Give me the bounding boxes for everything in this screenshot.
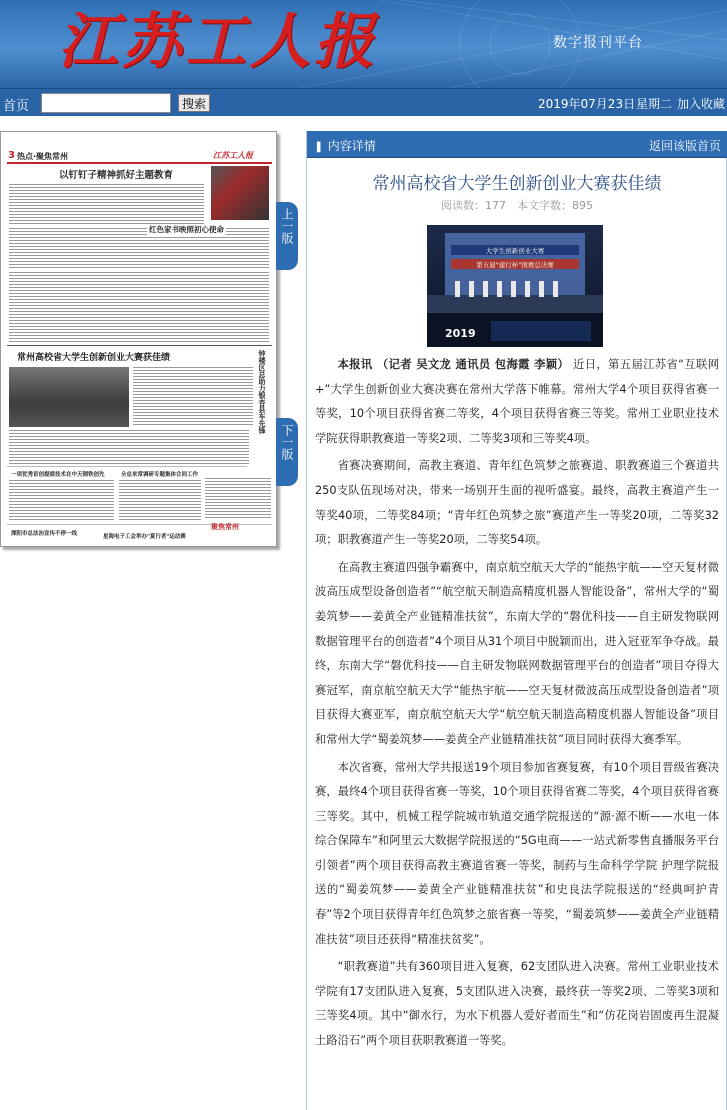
thumb-corner-label: 聚焦常州 (211, 523, 239, 531)
thumb-photo (9, 367, 129, 427)
thumb-text-block (205, 478, 271, 518)
event-stage-illustration (427, 225, 603, 347)
home-link[interactable]: 首页 (3, 99, 30, 114)
thumb-rule (7, 162, 272, 164)
thumb-masthead: 江苏工人报 (213, 151, 253, 160)
search-input[interactable] (41, 93, 171, 113)
thumb-section-label: 热点·聚焦常州 (17, 152, 69, 161)
article-photo[interactable] (427, 225, 603, 347)
thumb-rule (7, 345, 272, 346)
previous-page-button[interactable] (276, 202, 298, 270)
photo-stage-text: 大学生创新创业大赛 (485, 247, 545, 255)
article-title: 常州高校省大学生创新创业大赛获佳绩 (372, 174, 662, 194)
article-paragraph: “职教赛道”共有360项目进入复赛，62支团队进入决赛。常州工业职业技术学院有17支团队进入复赛，5支团队进入决赛，最终获一等奖2项、二等奖3项和三等奖4项。其中“御水行，为水下机器人爱好者而生”和“仿花岗岩固废再生混凝土路沿石”两个项目获职教赛道一等奖。 (315, 960, 719, 1048)
search-button[interactable]: 搜索 (178, 94, 210, 112)
thumb-photo (211, 166, 269, 220)
thumb-text-block (133, 367, 253, 427)
thumb-text-block (9, 272, 269, 342)
thumb-headline[interactable]: 以钉钉子精神抓好主题教育 (59, 170, 174, 181)
issue-date: 2019年07月23日 (538, 97, 636, 111)
thumb-side-headline[interactable]: 钟楼区总助力银杏县车先锋 (258, 350, 266, 434)
newspaper-logo[interactable]: 江苏工人报 (58, 7, 378, 77)
page-thumbnail[interactable] (0, 131, 277, 547)
thumb-page-number: 3 (8, 150, 15, 161)
photo-year-text: 2019 (445, 327, 476, 340)
content-detail-text: 内容详情 (327, 139, 376, 153)
previous-page-label: 上一版 (280, 208, 294, 244)
add-favorite-link[interactable]: 加入收藏 (677, 97, 726, 111)
article-header-bar (307, 131, 727, 158)
thumb-text-block (9, 184, 204, 224)
article-body (315, 353, 719, 1057)
article-paragraph (315, 353, 719, 451)
article-byline: 本报讯 （记者 吴文龙 通讯员 包海霞 李颖） (337, 358, 570, 371)
photo-stage-text: 第五届"建行杯"国赛总决赛 (476, 261, 554, 269)
thumb-headline[interactable]: 一项优秀首创提绩技术在中天钢铁创先 (11, 472, 105, 478)
article-paragraph-text: 近日，第五届江苏省“互联网+”大学生创新创业大赛决赛在常州大学落下帷幕。常州大学4个项目获得省赛一等奖，10个项目获得省赛二等奖，4个项目获得省赛三等奖。常州工业职业技术学院获得职教赛道一等奖2项、二等奖3项和三等奖4项。 (315, 358, 719, 445)
nav-bar (0, 88, 727, 116)
article-paragraph: 在高教主赛道四强争霸赛中，南京航空航天大学的“能热宇航——空天复材微波高压成型设备创造者”“航空航天制造高精度机器人智能设备”，常州大学的“蜀姜筑梦——姜黄全产业链精准扶贫”，东南大学的“磐优科技——自主研发物联网数据管理平台的创造者”4个项目从31个项目中脱颖而出，进入冠亚军争夺战。最终，东南大学“磐优科技——自主研发物联网数据管理平台的创造者”项目夺得大赛冠军，南京航空航天大学“能热宇航——空天复材微波高压成型设备创造者”项目获得大赛亚军，南京航空航天大学“航空航天制造高精度机器人智能设备”项目和常州大学“蜀姜筑梦——姜黄全产业链精准扶贫”项目同时获得大赛季军。 (315, 560, 719, 746)
thumb-headline[interactable]: 溧阳市总法治宣传不停一线 (11, 531, 78, 537)
site-header (0, 0, 727, 88)
content-detail-label (317, 137, 376, 154)
article-panel (306, 131, 727, 1110)
caret-right-icon: ▌ (317, 143, 324, 153)
thumb-text-block (9, 430, 249, 464)
next-page-label: 下一版 (280, 424, 294, 460)
platform-title: 数字报刊平台 (553, 35, 643, 51)
thumb-headline[interactable]: 全总来常调研专题集体合同工作 (121, 472, 199, 478)
issue-weekday: 星期二 (636, 97, 673, 111)
article-paragraph: 本次省赛，常州大学共报送19个项目参加省赛复赛，有10个项目晋级省赛决赛，最终4个项目获得省赛一等奖，10个项目获得省赛二等奖，4个项目获得省赛三等奖。其中，机械工程学院城市轨道交通学院报送的“源·源不断——水电一体综合保障车”和阿里云大数据学院报送的“5G电商——一站式新零售直播服务平台引领者”两个项目获得高教主赛道省赛一等奖，制药与生命科学学院 护理学院报送的“蜀姜筑梦——姜黄全产业链精准扶贫”和史良法学院报送的“经典呵护青春”等2个项目获得青年红色筑梦之旅省赛一等奖，“蜀姜筑梦——姜黄全产业链精准扶贫”项目还获得“精准扶贫奖”。 (315, 760, 719, 946)
next-page-button[interactable] (276, 418, 298, 486)
back-to-page-link[interactable]: 返回该版首页 (648, 139, 721, 153)
thumb-headline[interactable]: 红色家书映照初心使命 (149, 225, 224, 234)
thumb-headline[interactable]: 星海电子工会举办"夏行者"运动赛 (103, 534, 186, 540)
thumb-headline-current[interactable]: 常州高校省大学生创新创业大赛获佳绩 (17, 353, 171, 363)
thumb-text-block (9, 228, 269, 268)
thumb-text-block (119, 480, 201, 520)
article-stats: 阅读数：177 本文字数：895 (441, 199, 593, 212)
article-paragraph: 省赛决赛期间，高教主赛道、青年红色筑梦之旅赛道、职教赛道三个赛道共250支队伍现场对决，带来一场别开生面的视听盛宴。最终，高教主赛道产生一等奖40项，二等奖84项；“青年红色筑梦之旅”赛道产生一等奖20项，二等奖32项；职教赛道产生一等奖20项，二等奖54项。 (315, 459, 719, 547)
thumb-rule (7, 466, 247, 467)
thumb-text-block (9, 480, 114, 522)
